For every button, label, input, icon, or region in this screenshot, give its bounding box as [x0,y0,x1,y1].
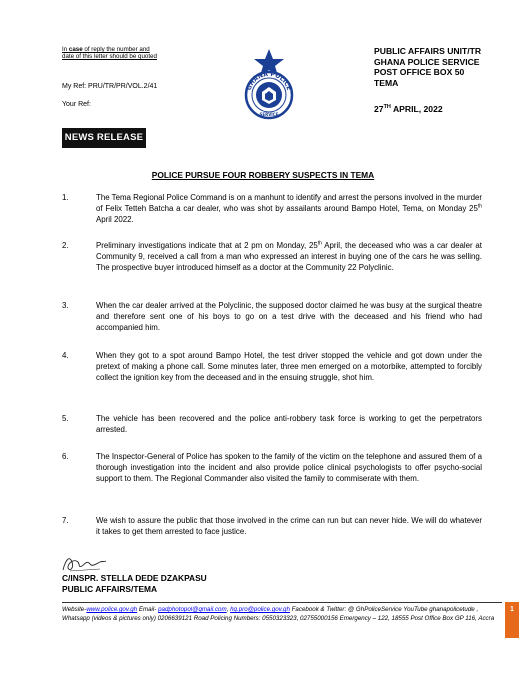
date-suffix: TH [383,104,391,111]
paragraph-number: 6. [62,452,69,461]
address-line: GHANA POLICE SERVICE [374,56,480,67]
paragraph-text-a: The vehicle has been recovered and the police anti-robbery task force is working to get the perpetrators arrested. [96,414,482,434]
paragraph-text-a: We wish to assure the public that those involved in the crime can run but can never hide. We will do whatever it takes to get them arrested to face justice. [96,516,482,536]
paragraph-text [96,413,482,435]
paragraph-text [96,451,482,484]
reply-note-bold: case [68,46,83,53]
paragraph-text-a: Preliminary investigations indicate that at 2 pm on Monday, 25 [96,241,318,250]
footer-contact-rest: Facebook & Twitter: @ GhPoliceService YouTube ghanapolicetude , Whatsapp (videos & pictures only) 0206639121 Road Policing Numbers: 0550323323, 02755000156 Emergency – 122, 18555 Post Office Box GP 116, Accra [62,606,495,622]
footer-website-label: Website- [62,606,87,613]
my-reference: My Ref: PRU/TR/PR/VOL.2/41 [62,83,158,90]
headline: POLICE PURSUE FOUR ROBBERY SUSPECTS IN TEMA [151,170,375,180]
footer-email-label: Email- [137,606,159,613]
paragraph-text [96,350,482,383]
paragraph-text-a: The Tema Regional Police Command is on a manhunt to identify and arrest the persons involved in the murder of Felix Tetteh Batcha a car dealer, who was shot by assailants around Bampo Hotel, Tema, on Monday 25 [96,193,482,213]
signatory-block [62,573,207,595]
ghana-police-crest-icon [234,47,304,121]
date-day: 27 [374,104,384,114]
footer-separator: , [226,606,231,613]
paragraph-text [96,515,482,537]
your-reference: Your Ref: [62,101,91,108]
paragraph-number: 4. [62,351,69,360]
signatory-title: PUBLIC AFFAIRS/TEMA [62,584,158,594]
email-link-pad[interactable]: padphotopol@gmail.com [158,606,227,613]
paragraph-number: 3. [62,301,69,310]
paragraph-number: 1. [62,193,69,202]
paragraph-sup: th [477,203,482,210]
page-number-tab: 1 [505,602,519,638]
reply-note-prefix: In [62,46,69,53]
paragraph-number: 2. [62,241,69,250]
crest-bottom-text: SERVICE [259,112,279,117]
address-line: PUBLIC AFFAIRS UNIT/TR [374,46,482,56]
paragraph-text-a: When the car dealer arrived at the Polyclinic, the supposed doctor claimed he was busy at the surgical theatre and therefore sent one of his boys to go on a test drive with the deceased and his friend who had accompanied him. [96,301,482,332]
paragraph-sup: th [317,240,322,247]
address-line: POST OFFICE BOX 50 [374,67,465,78]
footer-divider [62,602,502,603]
paragraph-text-a: When they got to a spot around Bampo Hotel, the test driver stopped the vehicle and got down under the pretext of making a phone call. Some minutes later, three men emerged on a motorbike, attempted to forcibly collect the ignition key from the deceased and in the ensuing struggle, shot him. [96,351,482,382]
paragraph-text-b: April, the deceased who was a car dealer at Community 9, received a call from a man who expressed an interest in buying one of the cars he was selling. The prospective buyer introduced himself as a doctor at the Community 22 Polyclinic. [96,241,482,272]
paragraph-text-b: April 2022. [96,215,134,224]
unit-address [374,46,481,88]
paragraph-text [96,300,482,333]
paragraph-number: 5. [62,414,69,423]
news-release-label: NEWS RELEASE [62,128,146,148]
email-link-pro[interactable]: hq.pro@police.gov.gh [230,606,290,613]
release-date [374,104,443,114]
paragraph-number: 7. [62,516,69,525]
address-line: TEMA [374,77,399,88]
website-link[interactable]: www.police.gov.gh [86,606,138,613]
paragraph-text [96,192,482,225]
signatory-name: C/INSPR. STELLA DEDE DZAKPASU [62,573,207,583]
date-rest: APRIL, 2022 [390,104,443,114]
reply-note-rest: of reply the number and date of this letter should be quoted [62,46,157,61]
crest-top-text: GHANA POLICE [245,70,293,92]
paragraph-text [96,240,482,273]
paragraph-text-a: The Inspector-General of Police has spoken to the family of the victim on the telephone and assured them of a thorough investigation into the incident and also provide police clinical psychologists to offer psycho-social support to them. The Regional Commander also visited the family to commiserate with them. [96,452,482,483]
footer-contact [62,606,502,624]
reply-note [62,46,158,61]
